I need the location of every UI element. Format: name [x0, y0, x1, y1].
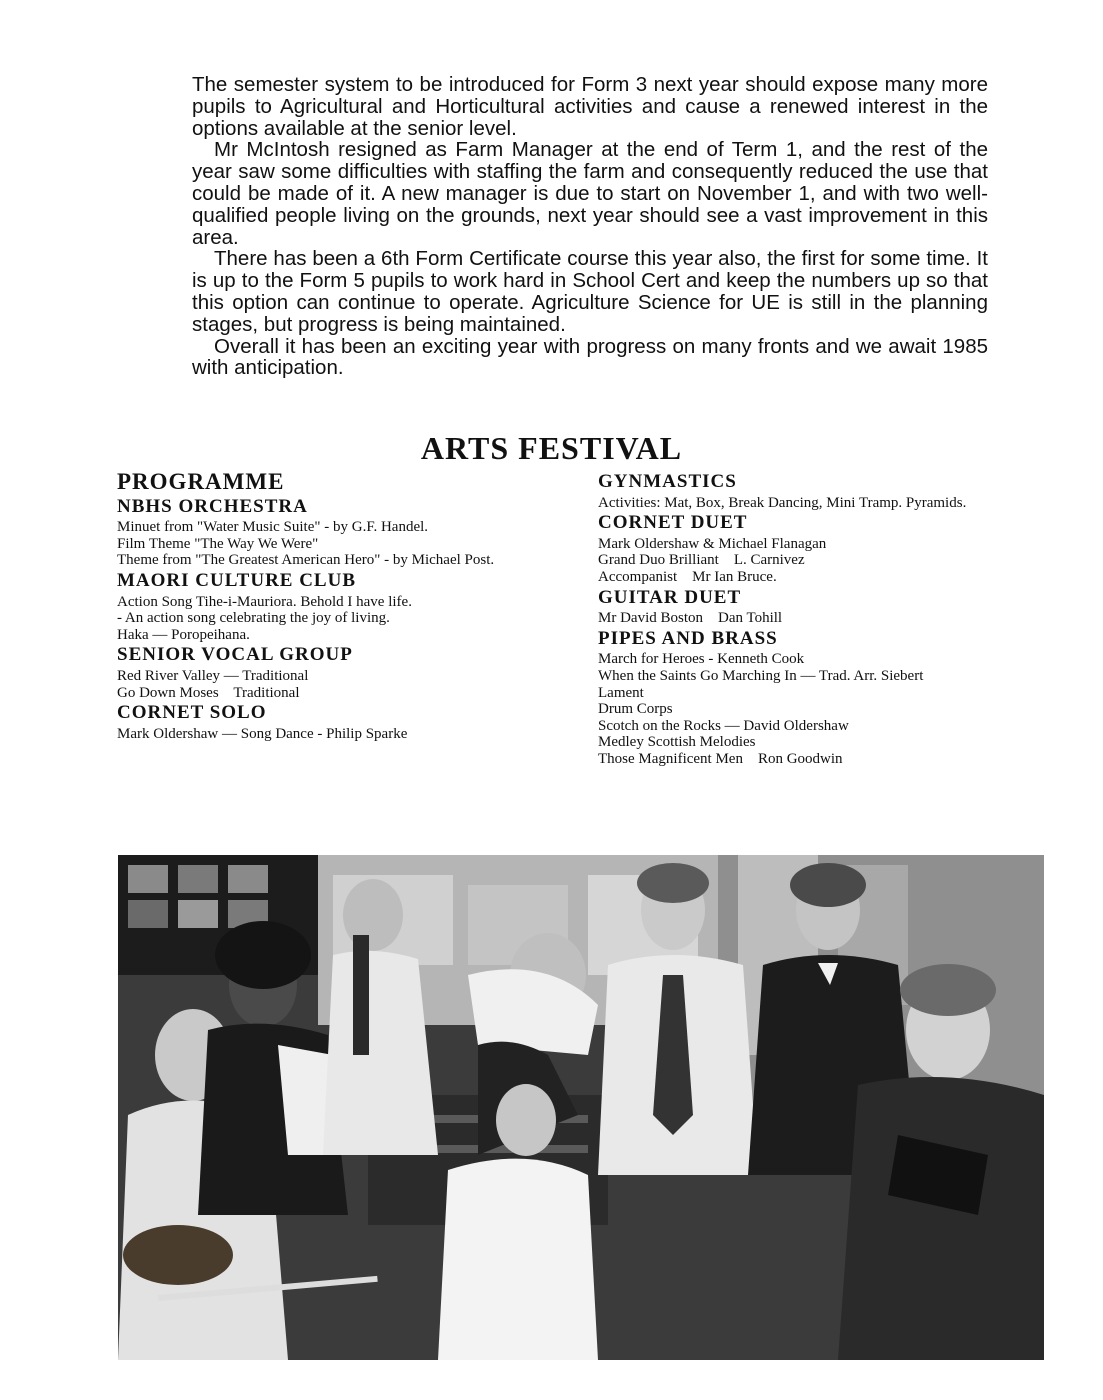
guitar-duet-item: Mr David Boston Dan Tohill — [598, 610, 783, 627]
programme-right-column — [598, 471, 1052, 768]
group-photo-illustration — [118, 855, 1044, 1360]
maori-item: - An action song celebrating the joy of living. — [117, 610, 390, 627]
gymnastics-heading: GYNMASTICS — [598, 471, 737, 492]
pipes-brass-item: Those Magnificent Men Ron Goodwin — [598, 750, 843, 767]
group-photo-image — [118, 855, 1044, 1360]
pipes-brass-item: Medley Scottish Melodies — [598, 734, 756, 751]
cornet-duet-item: Mark Oldershaw & Michael Flanagan — [598, 535, 827, 552]
cornet-duet-item: Grand Duo Brilliant L. Carnivez — [598, 552, 805, 569]
orchestra-heading: NBHS ORCHESTRA — [117, 495, 308, 517]
intro-paragraph-4: Overall it has been an exciting year with progress on many fronts and we await 1985 with anticipation. — [192, 334, 988, 380]
gymnastics-item: Activities: Mat, Box, Break Dancing, Mini Tramp. Pyramids. — [598, 494, 967, 511]
cornet-duet-item: Accompanist Mr Ian Bruce. — [598, 568, 777, 585]
intro-text — [192, 74, 988, 379]
pipes-brass-item: When the Saints Go Marching In — Trad. Arr. Siebert — [598, 667, 924, 684]
cornet-solo-item: Mark Oldershaw — Song Dance - Philip Sparke — [117, 725, 408, 742]
orchestra-item: Film Theme "The Way We Were" — [117, 535, 319, 552]
pipes-brass-item: March for Heroes - Kenneth Cook — [598, 651, 805, 668]
festival-title: ARTS FESTIVAL — [420, 430, 683, 466]
pipes-brass-heading: PIPES AND BRASS — [598, 627, 778, 649]
programme-heading: PROGRAMME — [117, 469, 285, 494]
pipes-brass-item: Drum Corps — [598, 701, 673, 718]
maori-item: Haka — Poropeihana. — [117, 626, 250, 643]
intro-paragraph-3: There has been a 6th Form Certificate course this year also, the first for some time. It is up to the Form 5 pupils to work hard in School Cert and keep the numbers up so that this option can continue to operate. Agriculture Science for UE is still in the planning stages, but progress is being maintained. — [192, 247, 988, 336]
vocal-item: Go Down Moses Traditional — [117, 684, 300, 701]
orchestra-item: Theme from "The Greatest American Hero" - by Michael Post. — [117, 552, 495, 569]
intro-paragraph-1: The semester system to be introduced for Form 3 next year should expose many more pupils to Agricultural and Horticultural activities and cause a renewed interest in the options available at the senior level. — [192, 73, 988, 140]
vocal-item: Red River Valley — Traditional — [117, 667, 309, 684]
orchestra-item: Minuet from "Water Music Suite" - by G.F. Handel. — [117, 519, 429, 536]
intro-paragraph-2: Mr McIntosh resigned as Farm Manager at the end of Term 1, and the rest of the year saw some difficulties with staffing the farm and consequently reduced the use that could be made of it. A new manager is due to start on November 1, and with two well-qualified people living on the grounds, next year should see a vast improvement in this area. — [192, 138, 988, 249]
programme-left-column — [117, 469, 569, 742]
maori-heading: MAORI CULTURE CLUB — [117, 569, 356, 591]
pipes-brass-item: Lament — [598, 684, 644, 701]
guitar-duet-heading: GUITAR DUET — [598, 586, 742, 608]
cornet-duet-heading: CORNET DUET — [598, 512, 748, 534]
cornet-solo-heading: CORNET SOLO — [117, 702, 267, 724]
pipes-brass-item: Scotch on the Rocks — David Oldershaw — [598, 717, 849, 734]
vocal-heading: SENIOR VOCAL GROUP — [117, 644, 353, 666]
maori-item: Action Song Tihe-i-Mauriora. Behold I have life. — [117, 593, 412, 610]
